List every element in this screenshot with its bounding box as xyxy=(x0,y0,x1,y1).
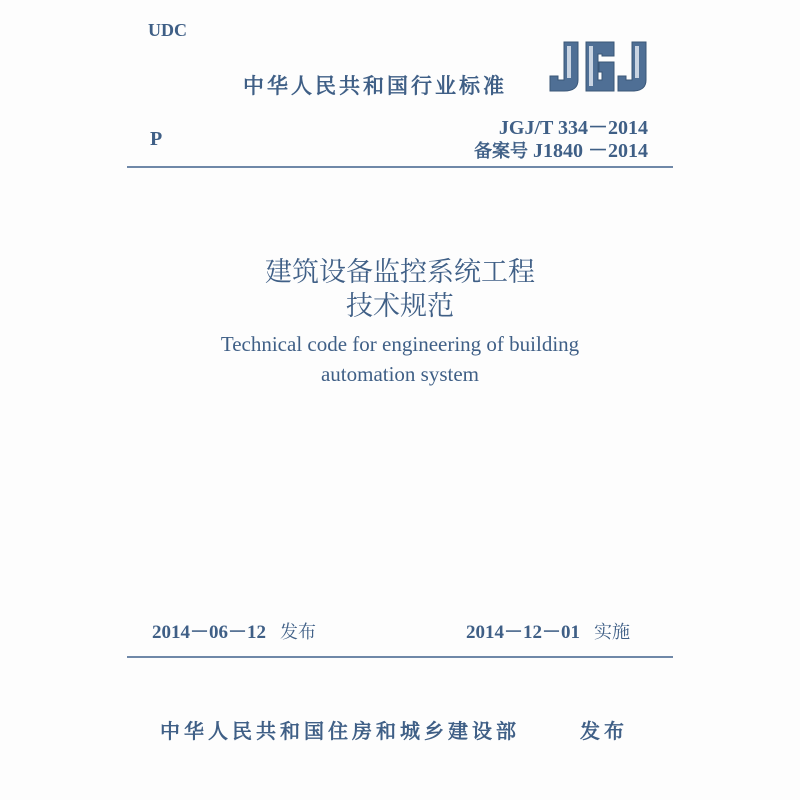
jgj-logo xyxy=(546,40,650,92)
effective-date-line xyxy=(466,617,630,644)
record-number: J1840 －2014 xyxy=(533,140,648,162)
effective-date: 2014－12－01 xyxy=(466,622,581,643)
udc-label: UDC xyxy=(148,20,187,40)
issue-date-line xyxy=(152,617,316,644)
title-en-line2: automation system xyxy=(320,362,480,386)
standard-code: JGJ/T 334－2014 xyxy=(498,117,648,139)
effective-label: 实施 xyxy=(594,622,631,643)
bottom-divider xyxy=(127,656,673,658)
publish-label: 发布 xyxy=(580,719,628,743)
title-zh-line2: 技术规范 xyxy=(346,291,454,322)
industry-standard-label: 中华人民共和国行业标准 xyxy=(243,74,507,98)
record-label: 备案号 xyxy=(474,141,528,162)
record-number-line xyxy=(474,134,648,163)
title-zh-line1: 建筑设备监控系统工程 xyxy=(265,257,535,288)
issue-label: 发布 xyxy=(280,622,317,643)
title-en-line1: Technical code for engineering of building xyxy=(220,332,580,356)
publisher: 中华人民共和国住房和城乡建设部 xyxy=(160,719,520,743)
issue-date: 2014－06－12 xyxy=(152,622,267,643)
top-divider xyxy=(127,166,673,168)
category-label: P xyxy=(150,128,163,150)
